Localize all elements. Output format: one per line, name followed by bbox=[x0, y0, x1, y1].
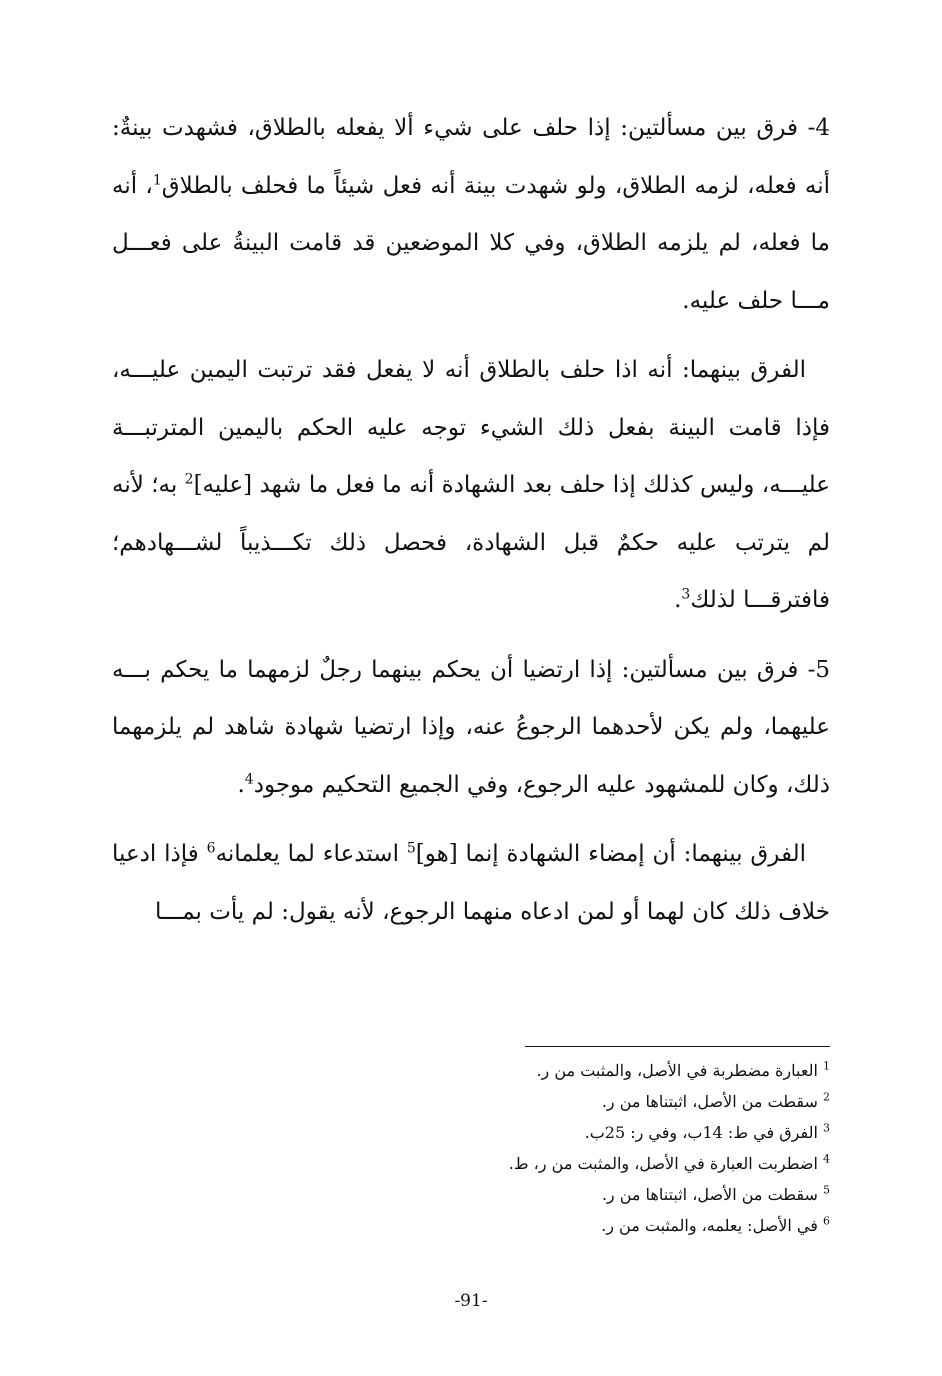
paragraph-difference-4 bbox=[112, 100, 830, 330]
footnote-ref: 3 bbox=[681, 586, 691, 603]
text-line: استدعاء لما يعلمانه bbox=[215, 841, 407, 867]
text-line: فإذا ادعيا bbox=[112, 841, 207, 867]
text-line: 4- فرق بين مسألتين: إذا حلف على شيء ألا يفعله بالطلاق، فشهدت بينةٌ: bbox=[112, 115, 830, 141]
text-line: ، أنه bbox=[112, 172, 153, 199]
footnote-3 bbox=[112, 1117, 830, 1148]
footnote-number: 2 bbox=[823, 1090, 830, 1104]
footnote-2 bbox=[112, 1086, 830, 1117]
text-line: . bbox=[674, 587, 682, 613]
footnote-number: 6 bbox=[823, 1214, 830, 1228]
footnote-text: سقطت من الأصل، اثبتناها من ر. bbox=[601, 1185, 818, 1204]
page-number: -91- bbox=[454, 1291, 488, 1311]
paragraph-explanation-4 bbox=[112, 342, 830, 630]
footnote-ref: 5 bbox=[406, 840, 416, 857]
text-line: به؛ لأنه لم bbox=[112, 472, 830, 556]
text-line: فإذا قامت البينة بفعل ذلك الشيء توجه عليه الحكم باليمين المترتبـــة عليـــه، bbox=[112, 414, 831, 498]
text-line: 5- فرق بين مسألتين: إذا ارتضيا أن يحكم بينهما رجلٌ لزمهما ما يحكم بـــه bbox=[112, 656, 830, 683]
text-line: حلف عليه. bbox=[682, 287, 784, 314]
text-line: أنه فعله، لزمه الطلاق، ولو شهدت بينة أنه فعل شيئاً ما فحلف بالطلاق bbox=[161, 172, 831, 199]
text-line: الفرق بينهما: أن إمضاء الشهادة إنما [هو] bbox=[415, 841, 806, 867]
footnote-ref: 6 bbox=[206, 840, 216, 857]
paragraph-explanation-5 bbox=[112, 826, 830, 941]
text-line: وليس كذلك إذا حلف بعد الشهادة أنه ما فعل ما شهد [عليه] bbox=[193, 472, 755, 498]
footnote-number: 1 bbox=[823, 1059, 830, 1073]
footnote-divider bbox=[525, 1046, 830, 1047]
footnote-number: 4 bbox=[823, 1152, 830, 1166]
footnote-6 bbox=[112, 1210, 830, 1241]
main-text bbox=[112, 100, 830, 941]
footnote-text: اضطربت العبارة في الأصل، والمثبت من ر، ط. bbox=[508, 1154, 818, 1173]
text-line: ما فعله، لم يلزمه الطلاق، وفي كلا الموضعين قد قامت البينةُ على فعـــل مـــا bbox=[112, 230, 830, 314]
text-line: ذلك، وكان للمشهود عليه الرجوع، وفي الجميع التحكيم موجود bbox=[253, 771, 830, 798]
footnote-ref: 1 bbox=[152, 171, 162, 188]
text-line: عليهما، ولم يكن لأحدهما الرجوعُ عنه، وإذا ارتضيا شهادة شاهد لم يلزمهما bbox=[112, 714, 830, 740]
footnote-5 bbox=[112, 1179, 830, 1210]
text-line: الفرق بينهما: أنه اذا حلف بالطلاق أنه لا يفعل فقد ترتبت اليمين عليـــه، bbox=[112, 357, 806, 383]
text-line: خلاف ذلك كان لهما أو لمن ادعاه منهما الرجوع، لأنه يقول: لم يأت بمـــا bbox=[155, 898, 830, 925]
footnote-text: العبارة مضطربة في الأصل، والمثبت من ر. bbox=[536, 1061, 818, 1080]
footnote-ref: 4 bbox=[244, 770, 254, 787]
footnote-1 bbox=[112, 1055, 830, 1086]
text-line: . bbox=[237, 771, 245, 798]
footnote-text: الفرق في ط: 14ب، وفي ر: 25ب. bbox=[584, 1123, 818, 1142]
footnote-4 bbox=[112, 1148, 830, 1179]
footnote-number: 3 bbox=[823, 1121, 830, 1135]
footnotes-section bbox=[112, 1046, 830, 1241]
text-line: لذلك bbox=[690, 587, 736, 613]
footnote-text: سقطت من الأصل، اثبتناها من ر. bbox=[601, 1092, 818, 1111]
footnote-text: في الأصل: يعلمه، والمثبت من ر. bbox=[601, 1216, 818, 1235]
footnote-ref: 2 bbox=[184, 471, 194, 488]
paragraph-difference-5 bbox=[112, 642, 830, 815]
footnote-number: 5 bbox=[823, 1183, 830, 1197]
text-line: يترتب عليه حكمٌ قبل الشهادة، فحصل ذلك تكـــذيباً لشـــهادهم؛ فافترقـــا bbox=[112, 529, 830, 613]
